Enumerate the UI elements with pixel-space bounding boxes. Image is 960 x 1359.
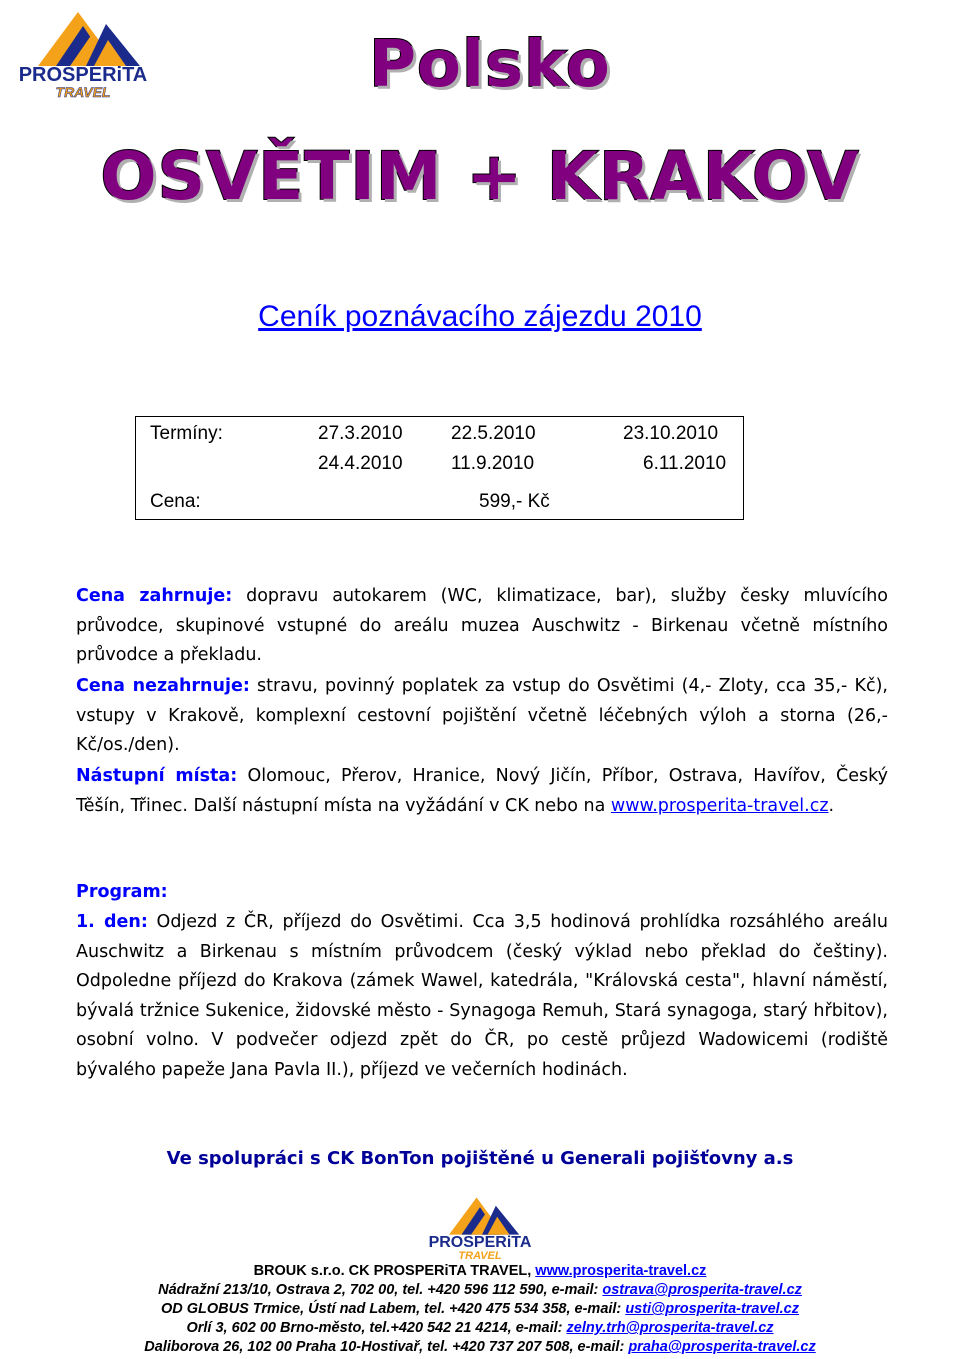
boarding-paragraph (76, 762, 888, 821)
excludes-paragraph (76, 672, 888, 761)
date-cell: 6.11.2010 (643, 453, 727, 474)
dates-price-table (135, 416, 744, 520)
cooperation-note: Ve spolupráci s CK BonTon pojištěné u Generali pojišťovny a.s (166, 1148, 794, 1169)
footer-email-link[interactable]: praha@prosperita-travel.cz (628, 1339, 816, 1355)
excludes-label: Cena nezahrnuje: (76, 676, 250, 696)
footer-branch-text: OD GLOBUS Trmice, Ústí nad Labem, tel. +420 475 534 358, e-mail: (160, 1301, 622, 1317)
boarding-label: Nástupní místa: (76, 766, 238, 786)
boarding-text: Olomouc, Přerov, Hranice, Nový Jičín, Příbor, Ostrava, Havířov, Český Těšín, Třinec. Další nástupní místa na vyžádání v CK nebo na (76, 766, 888, 816)
website-link[interactable]: www.prosperita-travel.cz (610, 795, 829, 816)
prosperita-logo-bottom (418, 1192, 542, 1264)
includes-paragraph (76, 582, 888, 671)
footer-email-link[interactable]: zelny.trh@prosperita-travel.cz (566, 1320, 774, 1336)
footer-email-link[interactable]: usti@prosperita-travel.cz (625, 1301, 800, 1317)
footer-company-line (0, 1262, 960, 1281)
date-cell: 22.5.2010 (451, 423, 536, 444)
footer-branch-line (0, 1300, 960, 1319)
date-cell: 24.4.2010 (318, 453, 403, 474)
logo-name: PROSPERiTA (428, 1234, 532, 1251)
includes-text: dopravu autokarem (WC, klimatizace, bar), služby česky mluvícího průvodce, skupinové vstupné do areálu muzea Auschwitz - Birkenau včetně místního průvodce a překladu. (76, 586, 888, 665)
footer-company: BROUK s.r.o. CK PROSPERiTA TRAVEL, (253, 1263, 532, 1279)
footer-branch-line (0, 1281, 960, 1300)
footer-branch-text: Orlí 3, 602 00 Brno-město, tel.+420 542 21 4214, e-mail: (186, 1320, 563, 1336)
program-day-paragraph (76, 908, 888, 1085)
footer-branch-text: Daliborova 26, 102 00 Praha 10-Hostivař, tel. +420 737 207 508, e-mail: (144, 1339, 625, 1355)
boarding-end: . (828, 795, 835, 816)
includes-label: Cena zahrnuje: (76, 586, 233, 606)
logo-sub: TRAVEL (55, 84, 111, 100)
mountain-logo-icon (418, 1192, 542, 1236)
program-label: Program: (76, 882, 168, 902)
date-cell: 23.10.2010 (623, 423, 719, 444)
page-title-destination: OSVĚTIM + KRAKOV (100, 138, 860, 215)
footer-website-link[interactable]: www.prosperita-travel.cz (535, 1263, 707, 1279)
price-list-heading: Ceník poznávacího zájezdu 2010 (258, 300, 702, 333)
day-label: 1. den: (76, 912, 148, 932)
logo-name: PROSPERiTA (18, 64, 148, 86)
terms-label: Termíny: (150, 423, 223, 444)
date-cell: 11.9.2010 (451, 453, 535, 474)
excludes-text: stravu, povinný poplatek za vstup do Osvětimi (4,- Zloty, cca 35,- Kč), vstupy v Krakově, komplexní cestovní pojištění včetně léčebných výloh a storna (26,- Kč/os./den). (76, 676, 888, 755)
price-label: Cena: (150, 491, 201, 512)
footer-email-link[interactable]: ostrava@prosperita-travel.cz (602, 1282, 802, 1298)
footer-branch-text: Nádražní 213/10, Ostrava 2, 702 00, tel. +420 596 112 590, e-mail: (158, 1282, 599, 1298)
page-title-country: Polsko (369, 28, 611, 102)
program-heading-line (76, 878, 888, 908)
footer-branch-line (0, 1319, 960, 1338)
footer-contacts (0, 1262, 960, 1357)
day-text: Odjezd z ČR, příjezd do Osvětimi. Cca 3,5 hodinová prohlídka rozsáhlého areálu Auschwitz a Birkenau s místním průvodcem (český výklad nebo překlad do češtiny). Odpoledne příjezd do Krakova (zámek Wawel, katedrála, "Královská cesta", hlavní náměstí, bývalá tržnice Sukenice, židovské město - Synagoga Remuh, Stará synagoga, starý hřbitov), osobní volno. V podvečer odjezd zpět do ČR, po cestě průjezd Wadowicemi (rodiště bývalého papeže Jana Pavla II.), příjezd ve večerních hodinách. (76, 912, 888, 1080)
logo-sub: TRAVEL (458, 1250, 502, 1262)
date-cell: 27.3.2010 (318, 423, 403, 444)
footer-branch-line (0, 1338, 960, 1357)
price-value: 599,- Kč (479, 491, 550, 512)
